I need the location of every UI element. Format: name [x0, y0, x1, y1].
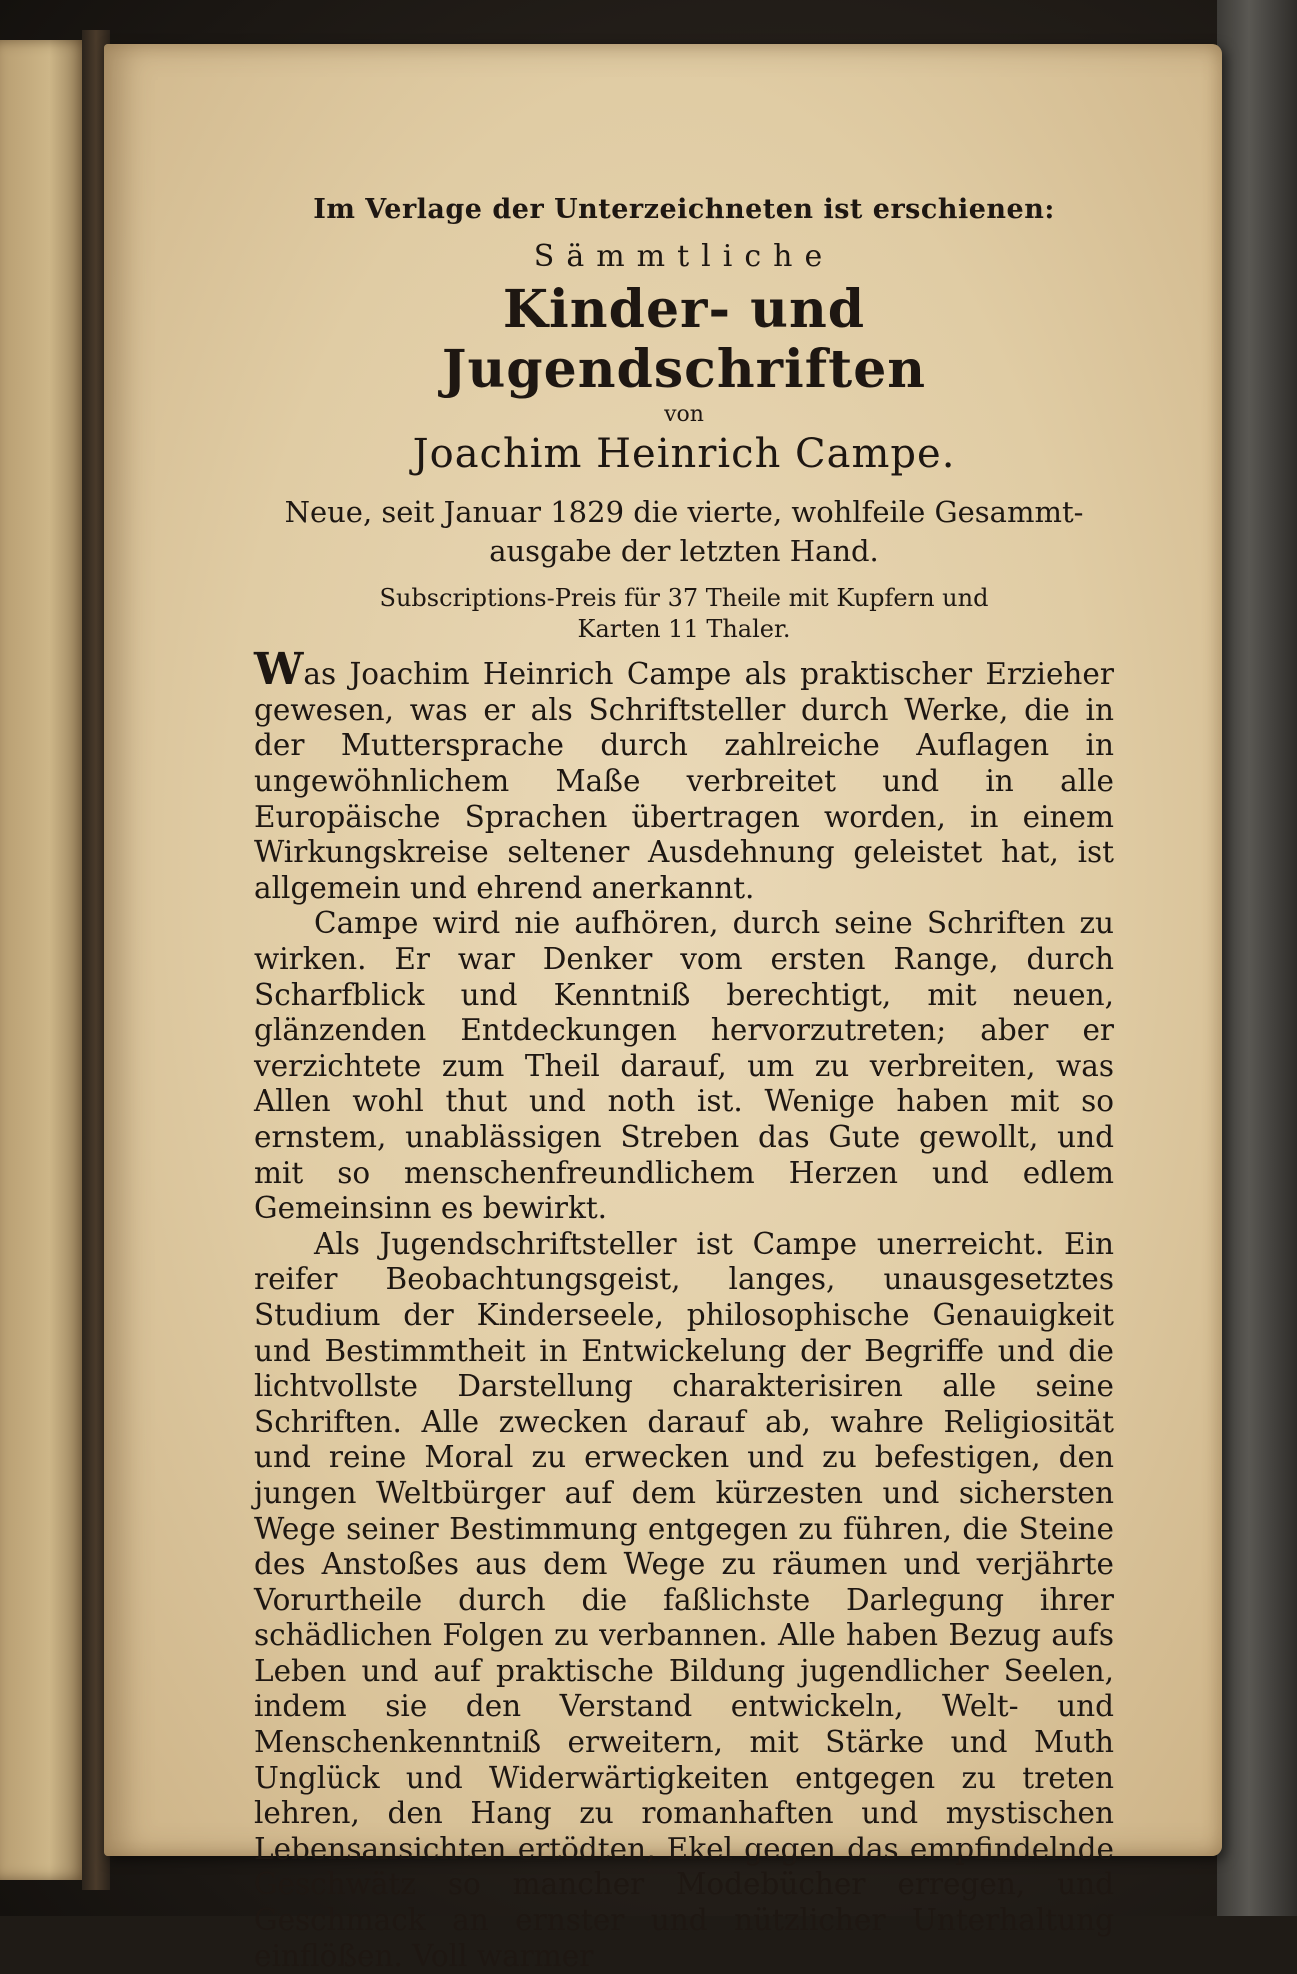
- book-page: [104, 44, 1222, 1973]
- edition-line-1: Neue, seit Januar 1829 die vierte, wohlfeile Gesammt-: [284, 494, 1084, 529]
- edition-info: [254, 493, 1114, 571]
- collection-word: Sämmtliche: [533, 239, 835, 274]
- publisher-line: Im Verlage der Unterzeichneten ist erschienen:: [313, 194, 1055, 225]
- body-text: [254, 644, 1114, 1974]
- paragraph-3: Als Jugendschriftsteller ist Campe unerreicht. Ein reifer Beobachtungsgeist, langes, unausgesetztes Studium der Kinderseele, philosophische Genauigkeit und Bestimmtheit in Entwickelung der Begriffe und die lichtvollste Darstellung charakterisiren alle seine Schriften. Alle zwecken darauf ab, wahre Religiosität und reine Moral zu erwecken und zu befestigen, den jungen Weltbürger auf dem kürzesten und sichersten Wege seiner Bestimmung entgegen zu führen, die Steine des Anstoßes aus dem Wege zu räumen und verjährte Vorurtheile durch die faßlichste Darlegung ihrer schädlichen Folgen zu verbannen. Alle haben Bezug aufs Leben und auf praktische Bildung jugendlicher Seelen, indem sie den Verstand entwickeln, Welt- und Menschenkenntniß erweitern, mit Stärke und Muth Unglück und Widerwärtigkeiten entgegen zu treten lehren, den Hang zu romanhaften und mystischen Lebensansichten ertödten, Ekel gegen das empfindelnde Geschwätz so mancher Modebücher erregen, und Geschmack an ernster und nützlicher Unterhaltung einflößen. Voll warmer: [254, 1226, 1114, 1973]
- drop-cap: W: [254, 644, 304, 696]
- edition-line-2: ausgabe der letzten Hand.: [489, 533, 879, 568]
- main-title: Kinder- und Jugendschriften: [441, 279, 927, 400]
- price-line-2: Karten 11 Thaler.: [577, 615, 791, 644]
- paragraph-1: [254, 644, 1114, 906]
- author-name: Joachim Heinrich Campe.: [412, 430, 956, 477]
- by-word: von: [664, 401, 704, 427]
- paragraph-1-text: as Joachim Heinrich Campe als praktischer Erzieher gewesen, was er als Schriftsteller durch Werke, die in der Muttersprache durch zahlreiche Auflagen in ungewöhnlichem Maße verbreitet und in alle Europäische Sprachen übertragen worden, in einem Wirkungskreise seltener Ausdehnung geleistet hat, ist allgemein und ehrend anerkannt.: [254, 657, 1114, 905]
- price-info: [254, 583, 1114, 645]
- cover-board-edge: [1217, 0, 1297, 1916]
- price-line-1: Subscriptions-Preis für 37 Theile mit Kupfern und: [379, 583, 989, 612]
- paragraph-2: Campe wird nie aufhören, durch seine Schriften zu wirken. Er war Denker vom ersten Range, durch Scharfblick und Kenntniß berechtigt, mit neuen, glänzenden Entdeckungen hervorzutreten; aber er verzichtete zum Theil darauf, um zu verbreiten, was Allen wohl thut und noth ist. Wenige haben mit so ernstem, unablässigen Streben das Gute gewollt, und mit so menschenfreundlichem Herzen und edlem Gemeinsinn es bewirkt.: [254, 906, 1114, 1226]
- previous-page-edge: [0, 40, 90, 1880]
- page-content: [254, 194, 1114, 1974]
